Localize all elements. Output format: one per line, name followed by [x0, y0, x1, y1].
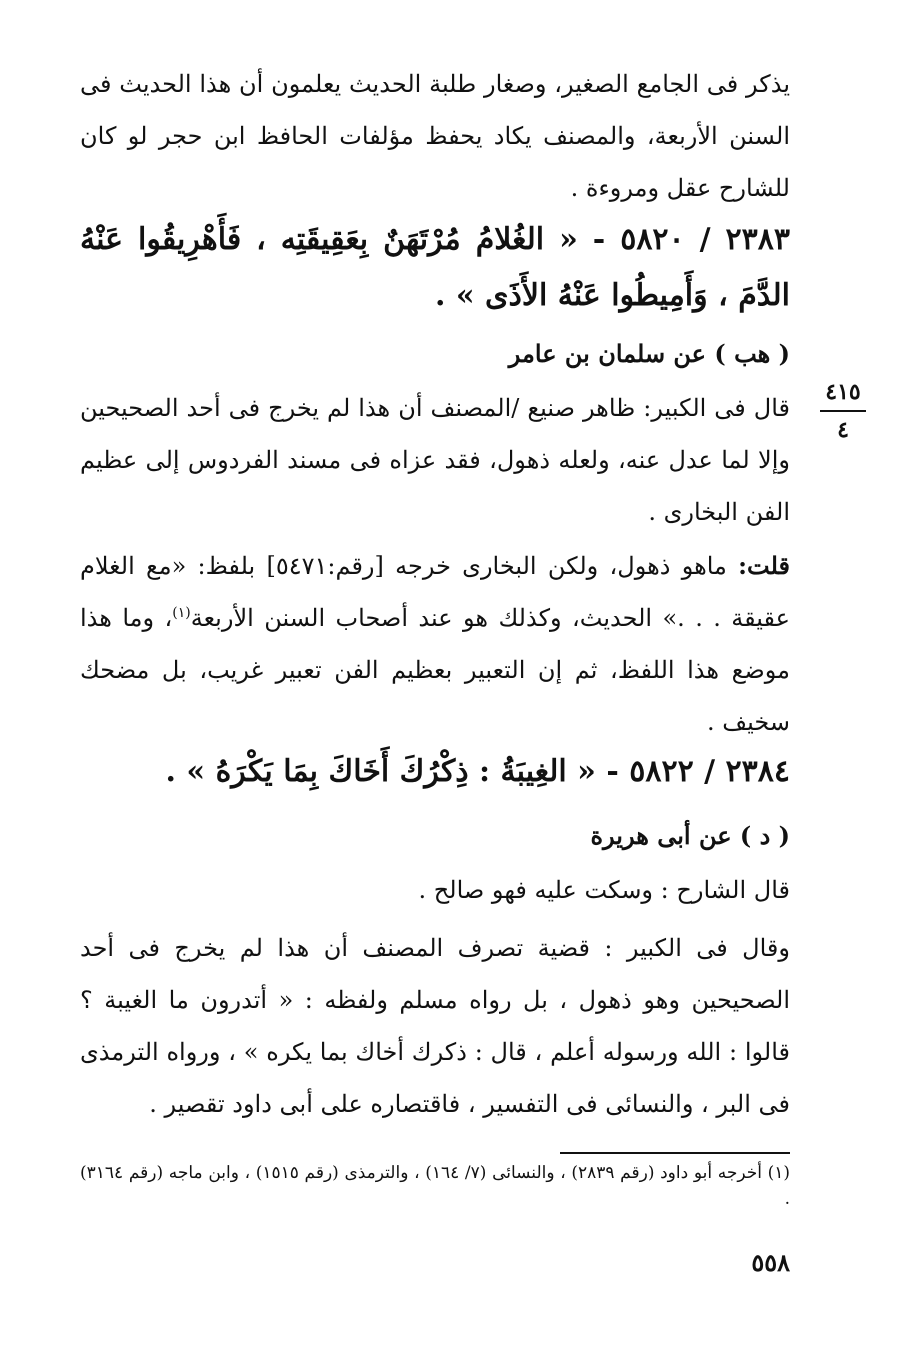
paragraph-al-kabir-1: قال فى الكبير: ظاهر صنيع /المصنف أن هذا لم يخرج فى أحد الصحيحين وإلا لما عدل عنه، ولعله ذهول، فقد عزاه فى مسند الفردوس إلى عظيم الفن البخارى . [80, 394, 790, 526]
footnote-1: (١) أخرجه أبو داود (رقم ٢٨٣٩) ، والنسائى (٧/ ١٦٤) ، والترمذى (رقم ١٥١٥) ، وابن ماجه (رقم ٣١٦٤) . [80, 1163, 791, 1209]
paragraph-qultu [80, 540, 790, 748]
margin-reference-bottom: ٤ [837, 417, 849, 443]
margin-reference [818, 378, 868, 444]
qultu-label: قلت: [738, 551, 791, 580]
footnote-divider [560, 1152, 790, 1154]
hadith-2383-source: ( هب ) عن سلمان بن عامر [508, 339, 790, 368]
qultu-text-b: ، وما هذا موضع هذا اللفظ، ثم إن التعبير بعظيم الفن تعبير غريب، بل مضحك سخيف . [80, 604, 790, 736]
page-number: ٥٥٨ [751, 1248, 790, 1277]
qultu-text-a: ماهو ذهول، ولكن البخارى خرجه [رقم:٥٤٧١] بلفظ: «مع الغلام عقيقة . . .» الحديث، وكذلك هو عند أصحاب السنن الأربعة [80, 552, 791, 632]
paragraph-al-kabir-2: وقال فى الكبير : قضية تصرف المصنف أن هذا لم يخرج فى أحد الصحيحين وهو ذهول ، بل رواه مسلم ولفظه : « أتدرون ما الغيبة ؟ قالوا : الله ورسوله أعلم ، قال : ذكرك أخاك بما يكره » ، ورواه الترمذى فى البر ، والنسائى فى التفسير ، فاقتصاره على أبى داود تقصير . [80, 934, 791, 1118]
hadith-2384-source: ( د ) عن أبى هريرة [590, 821, 790, 850]
paragraph-commentary-1: يذكر فى الجامع الصغير، وصغار طلبة الحديث يعلمون أن هذا الحديث فى السنن الأربعة، والمصنف يكاد يحفظ مؤلفات الحافظ ابن حجر لو كان للشارح عقل ومروءة . [80, 70, 790, 202]
paragraph-sharih: قال الشارح : وسكت عليه فهو صالح . [418, 876, 790, 904]
footnote-ref-1[interactable]: (١) [172, 605, 191, 621]
margin-reference-rule [820, 410, 866, 412]
hadith-2383: ٢٣٨٣ / ٥٨٢٠ - « الغُلامُ مُرْتَهَنٌ بِعَقِيقَتِه ، فَأَهْرِيقُوا عَنْهُ الدَّمَ ، وَأَمِيطُوا عَنْهُ الأَذَى » . [80, 222, 790, 313]
margin-reference-top: ٤١٥ [825, 379, 861, 405]
hadith-2384: ٢٣٨٤ / ٥٨٢٢ - « الغِيبَةُ : ذِكْرُكَ أَخَاكَ بِمَا يَكْرَهُ » . [165, 754, 790, 789]
